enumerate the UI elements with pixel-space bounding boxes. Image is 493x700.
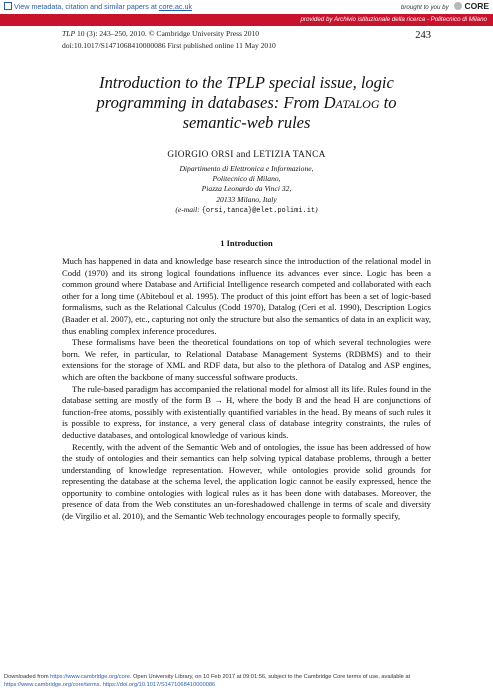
terms-link[interactable]: https://www.cambridge.org/core/terms [4,682,100,689]
view-metadata-link[interactable] [4,2,192,11]
paragraph: Recently, with the advent of the Semantic Web and of ontologies, the issue has been addressed of how the study of ontologies and their semantics can help solving typical database problems, through a better understanding of knowledge representation. However, while ontologies provide solid grounds for representing the database at the schema level, the application logic cannot be easily expressed, hence the opportunity to combine ontologies with logical rules as it has been done with databases. Moreover, the presence of data from the Web constitutes an un-foreshadowed challenge in terms of scale and diversity (de Virgilio et al. 2010), and the Semantic Web technology encourages people to formally specify, [62,441,431,522]
doi-line: doi:10.1017/S1471068410000086 First published online 11 May 2010 [62,41,276,50]
external-link-icon [4,2,12,10]
doi-link[interactable]: https://doi.org/10.1017/S1471068410000086 [102,682,216,689]
core-logo-icon [454,2,462,10]
title-line-1: Introduction to the TPLP special issue, logic [99,73,394,92]
footer-suffix: . Open University Library, on 10 Feb 2017 at 09:01:56, subject to the Cambridge Core terms of use, available at [129,674,411,680]
journal-info [62,28,276,52]
paper-title [40,73,453,133]
body-text [62,256,431,523]
journal-citation: 10 (3): 243–250, 2010. © Cambridge University Press 2010 [75,29,260,38]
core-logo-text: CORE [464,1,489,11]
provided-by-bar[interactable]: provided by Archivio istituzionale della ricerca - Politecnico di Milano [0,14,493,26]
affiliation [0,164,493,216]
core-domain-link[interactable]: core.ac.uk [158,2,193,11]
paragraph: Much has happened in data and knowledge base research since the introduction of the relational model in Codd (1970) and its strong logical foundations influence its advances ever since. Logic has been a common ground where Database and Artificial Intelligence research competed and collaborated with each other for a long time (Abiteboul et al. 1995). The product of this joint effort has been a set of logic-based formalisms, such as the Relational Calculus (Codd 1970), Datalog (Ceri et al. 1990), Description Logics (Baader et al. 2007), etc., capturing not only the structure but also the semantics of data in an explicit way, thus enabling complex inference procedures. [62,256,431,336]
title-datalog: Datalog [323,93,380,112]
title-line-2 [40,93,453,113]
authors: GIORGIO ORSI and LETIZIA TANCA [167,150,326,160]
paragraph: The rule-based paradigm has accompanied the relational model for almost all its life. Rules found in the database setting are mostly of the form B → H, where the body B and the head H are conjunctions of function-free atoms, possibly with existentially quantified variables in the head. By means of such rules it is possible to express, for instance, a very general class of database integrity constraints, the rules of deductive databases, and ontological knowledge of various kinds. [62,383,431,440]
affiliation-email [0,205,493,216]
footer-prefix: Downloaded from [4,674,51,680]
journal-abbrev: TLP [62,29,76,38]
email-close: ) [315,204,318,214]
title-line-3: semantic-web rules [182,113,311,132]
cambridge-core-link[interactable]: https://www.cambridge.org/core [50,674,130,680]
section-heading: 1 Introduction [220,238,273,248]
email-address[interactable]: {orsi,tanca}@elet.polimi.it [201,206,316,215]
affiliation-university: Politecnico di Milano, [212,174,281,184]
download-footer [4,673,410,690]
title-line-2-prefix: programming in databases: From [96,93,324,112]
core-logo[interactable] [454,1,489,11]
page-number: 243 [415,30,431,41]
view-metadata-text: View metadata, citation and similar papers at [14,2,159,11]
footer-separator: . [99,682,103,689]
affiliation-dept: Dipartimento di Elettronica e Informazione, [179,164,314,173]
affiliation-street: Piazza Leonardo da Vinci 32, [201,184,292,194]
affiliation-city: 20133 Milano, Italy [216,194,277,204]
title-line-2-suffix: to [379,93,397,112]
paragraph: These formalisms have been the theoretical foundations on top of which several technologies were born. We refer, in particular, to Relational Database Management Systems (RDBMS) and to their extensions for the storage of XML and RDF data, but also to the plethora of Datalog and ASP engines, which are often the backbone of many successful software products. [62,337,431,382]
core-banner [0,0,493,13]
brought-by [401,1,489,11]
email-label: (e-mail: [175,204,202,214]
brought-by-text: brought to you by [400,4,449,11]
